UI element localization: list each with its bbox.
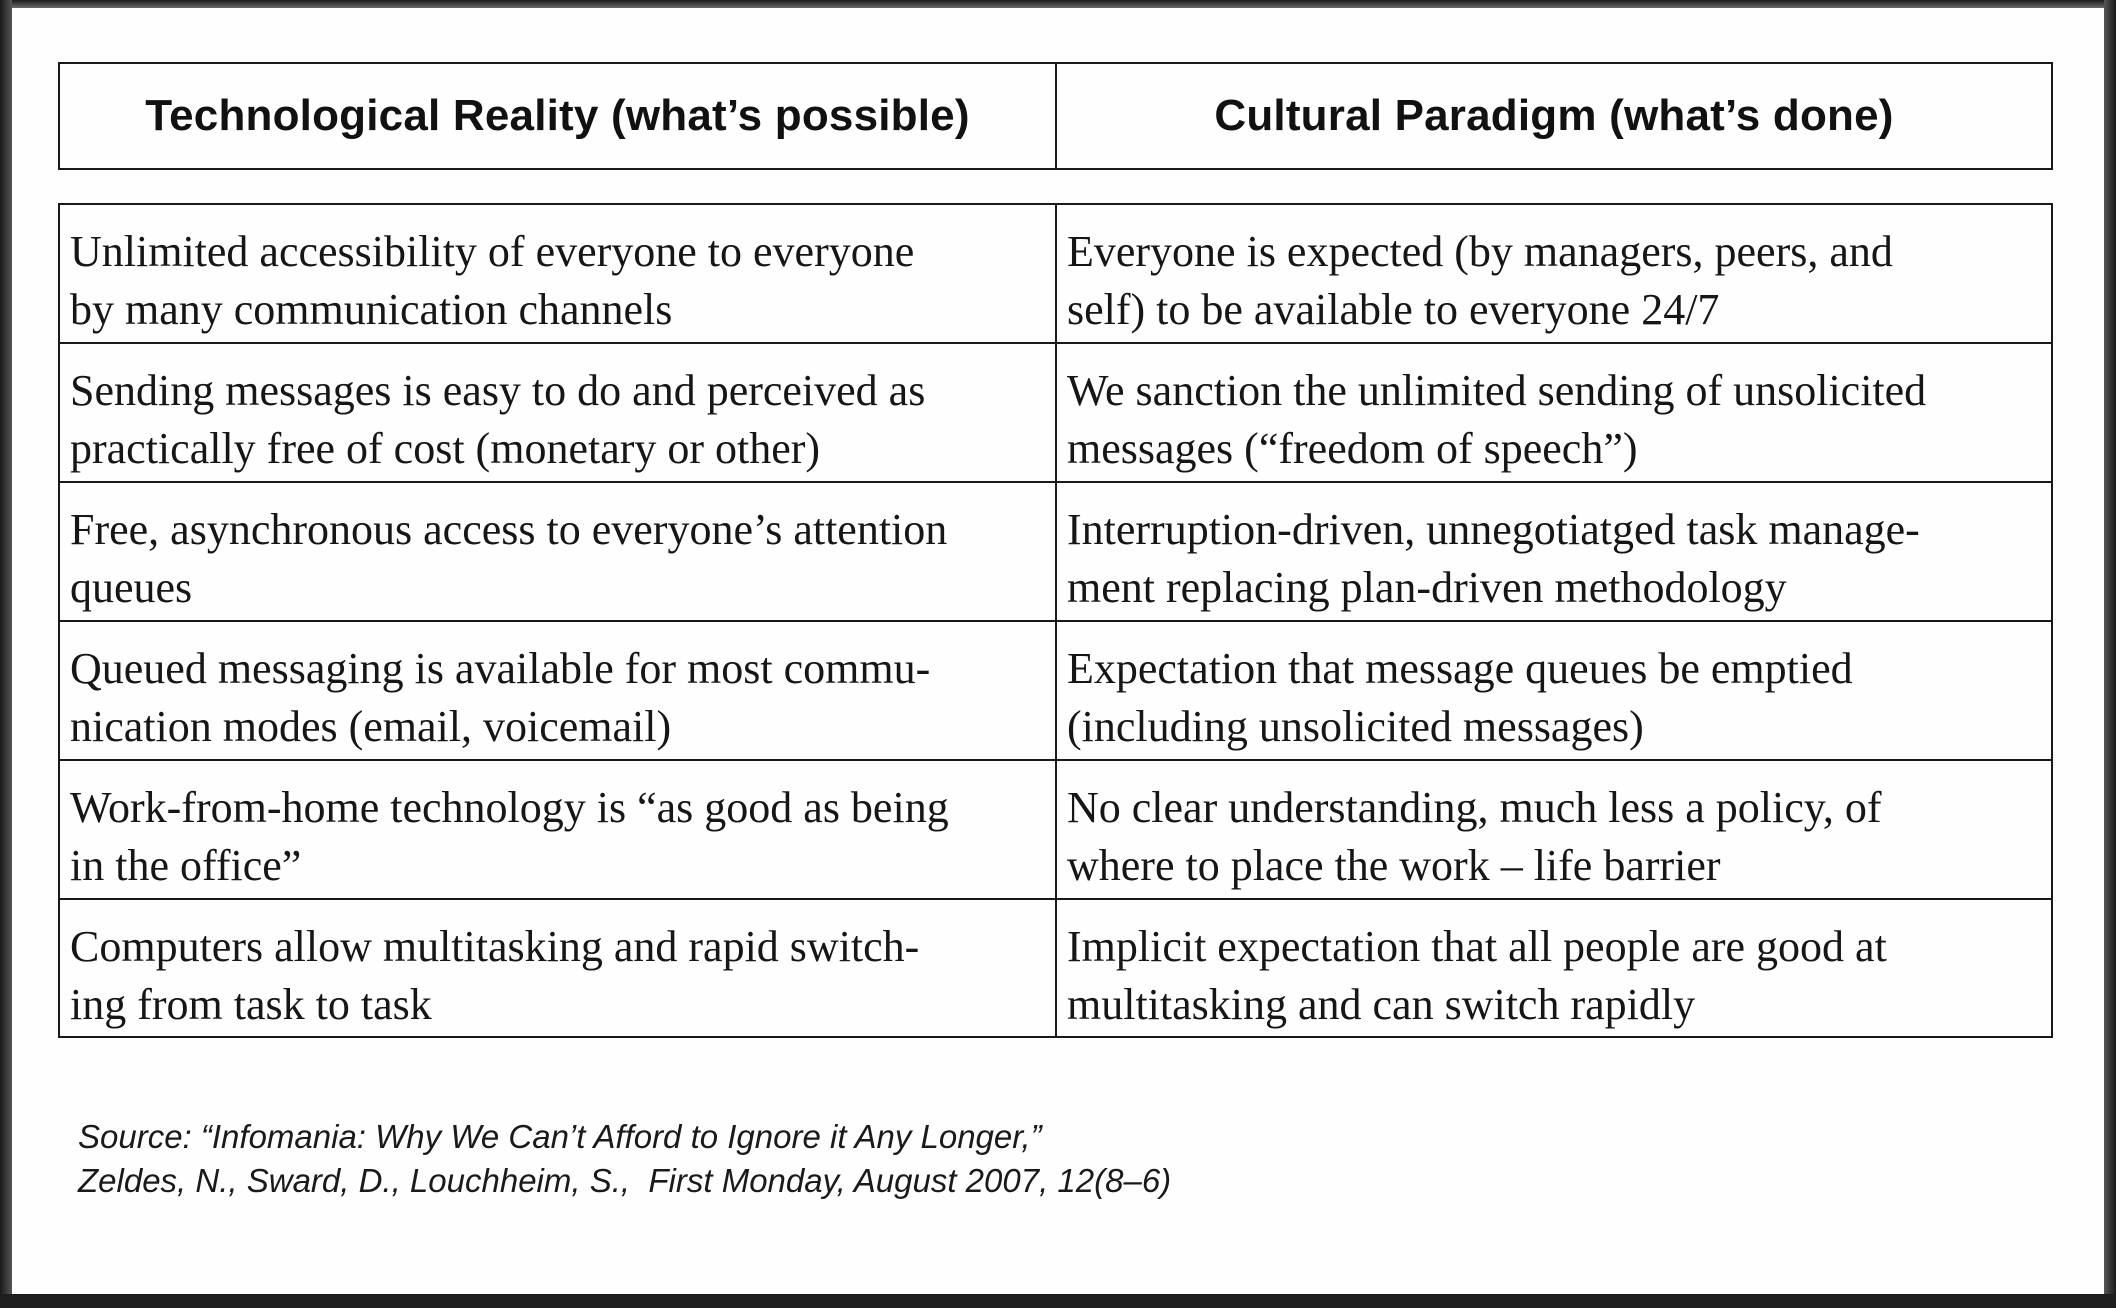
table-row — [60, 344, 2051, 483]
table-row — [60, 622, 2051, 761]
header-technological-reality: Technological Reality (what’s possible) — [60, 64, 1057, 168]
header-cultural-paradigm: Cultural Paradigm (what’s done) — [1214, 91, 1894, 140]
cell-technological-reality: Work-from-home technology is “as good as being in the office” — [60, 761, 1057, 898]
source-line-2: Zeldes, N., Sward, D., Louchheim, S., First Monday, August 2007, 12(8–6) — [78, 1162, 1172, 1199]
bottom-border — [0, 1294, 2116, 1308]
cell-cultural-paradigm: Expectation that message queues be emptied (including unsolicited messages) — [1067, 644, 1853, 751]
table-row — [60, 205, 2051, 344]
cell-cultural-paradigm: Everyone is expected (by managers, peers, and self) to be available to everyone 24/7 — [1067, 227, 1893, 334]
cell-technological-reality: Free, asynchronous access to everyone’s attention queues — [60, 483, 1057, 620]
cell-cultural-paradigm: No clear understanding, much less a policy, of where to place the work – life barrier — [1067, 783, 1882, 890]
cell-cultural-paradigm: We sanction the unlimited sending of unsolicited messages (“freedom of speech”) — [1067, 366, 1927, 473]
source-line-1: Source: “Infomania: Why We Can’t Afford to Ignore it Any Longer,” — [78, 1118, 1042, 1155]
right-border — [2104, 0, 2116, 1308]
cell-cultural-paradigm: Interruption-driven, unnegotiatged task manage- ment replacing plan-driven methodology — [1067, 505, 1920, 612]
left-border — [0, 0, 12, 1308]
cell-technological-reality: Unlimited accessibility of everyone to everyone by many communication channels — [60, 205, 1057, 342]
top-border — [0, 0, 2116, 8]
table-row — [60, 483, 2051, 622]
cell-technological-reality: Sending messages is easy to do and perceived as practically free of cost (monetary or other) — [60, 344, 1057, 481]
comparison-table — [58, 203, 2053, 1038]
cell-technological-reality: Queued messaging is available for most commu- nication modes (email, voicemail) — [60, 622, 1057, 759]
cell-technological-reality: Computers allow multitasking and rapid switch- ing from task to task — [60, 900, 1057, 1036]
source-citation — [78, 1115, 1171, 1203]
table-row — [60, 900, 2051, 1036]
cell-cultural-paradigm: Implicit expectation that all people are good at multitasking and can switch rapidly — [1067, 922, 1887, 1029]
table-row — [60, 761, 2051, 900]
table-header — [58, 62, 2053, 170]
